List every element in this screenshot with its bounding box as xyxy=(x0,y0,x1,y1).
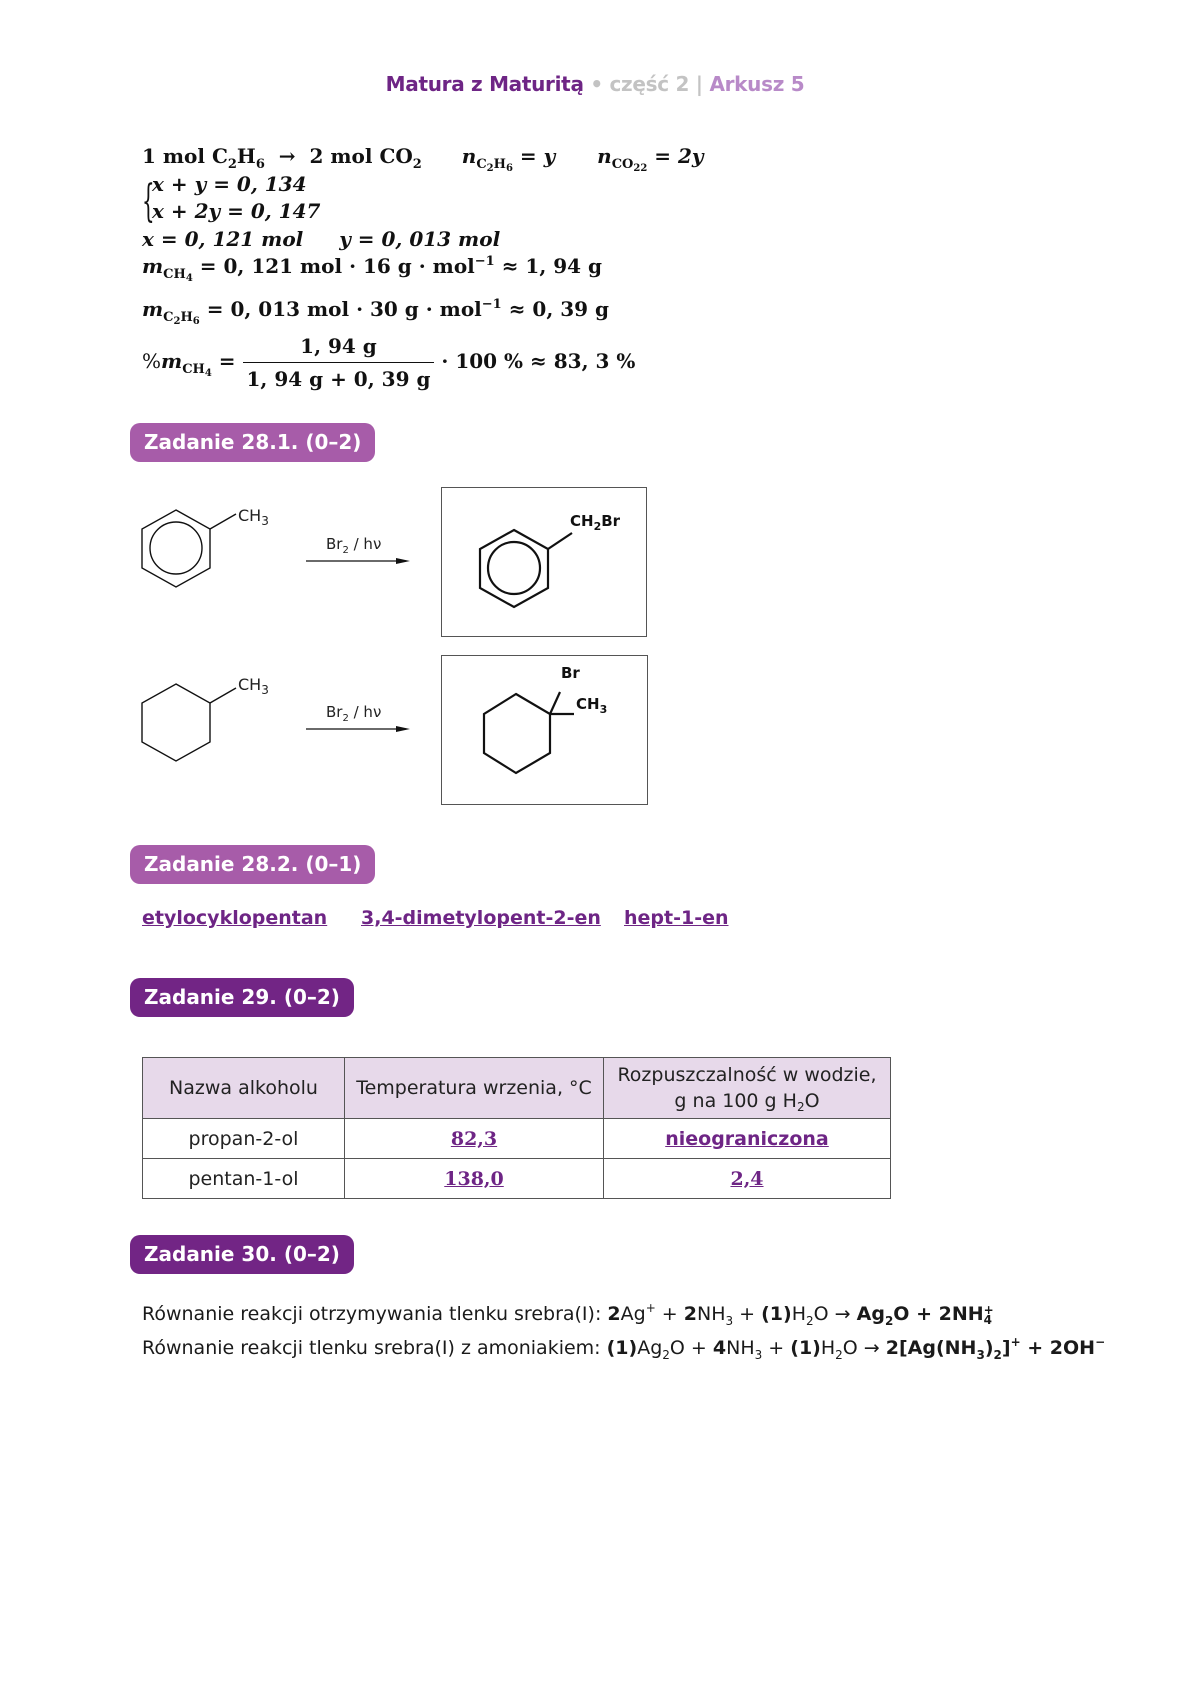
product-box-2 xyxy=(441,655,648,805)
reaction-condition xyxy=(326,703,381,724)
index: 3 xyxy=(725,1314,734,1328)
index: 2 xyxy=(884,1314,894,1328)
eq-sub: CO xyxy=(611,157,634,172)
index: 4 xyxy=(983,1313,992,1327)
product: Ag xyxy=(856,1303,885,1325)
plus: + xyxy=(733,1303,762,1325)
answer-dimetylopentene[interactable]: 3,4-dimetylopent-2-en xyxy=(361,907,601,929)
eq-text: 2 mol CO xyxy=(309,144,413,168)
eq-text: = 2y xyxy=(654,144,704,168)
index: 2 xyxy=(993,1348,1002,1362)
chem-text: Br xyxy=(601,512,621,530)
eq-text: = y xyxy=(519,144,556,168)
cyclohexane-ring xyxy=(142,684,210,761)
product: 2[Ag(NH xyxy=(885,1337,977,1359)
eq-var: m xyxy=(161,349,183,373)
header-text: g na 100 g H xyxy=(674,1090,797,1112)
product: ] xyxy=(1001,1337,1011,1359)
table-row xyxy=(143,1159,891,1199)
eq-text: % xyxy=(142,349,162,373)
eq-sub: 6 xyxy=(505,163,513,174)
species: NH xyxy=(696,1303,726,1325)
cell-solubility: 2,4 xyxy=(604,1159,891,1199)
cyclohexane-ring xyxy=(484,694,550,773)
arrow-icon: → xyxy=(857,1337,886,1359)
page-header xyxy=(0,72,1190,96)
answer-heptene[interactable]: hept-1-en xyxy=(624,907,729,929)
chem-text: CH xyxy=(570,512,594,530)
index: 3 xyxy=(754,1348,763,1362)
percent-line xyxy=(142,334,635,391)
chem-sub: 2 xyxy=(342,713,349,724)
chem-text: Br xyxy=(326,535,343,553)
index: 3 xyxy=(976,1348,985,1362)
header-part: część 2 xyxy=(609,72,690,96)
fraction-denominator: 1, 94 g + 0, 39 g xyxy=(246,367,431,391)
eq-sub: 2 xyxy=(227,157,237,172)
eq-text: y = 0, 013 mol xyxy=(339,227,501,251)
cell-boiling: 82,3 xyxy=(345,1119,604,1159)
substituent-label xyxy=(238,675,269,697)
eq-sub: 6 xyxy=(192,316,200,327)
cell-boiling: 138,0 xyxy=(345,1159,604,1199)
plus: + xyxy=(684,1337,713,1359)
eq-sub: C xyxy=(476,157,487,172)
column-header: Temperatura wrzenia, °C xyxy=(345,1058,604,1119)
header-text: O xyxy=(804,1090,820,1112)
product-box-1 xyxy=(441,487,647,637)
task-badge-28-1: Zadanie 28.1. (0–2) xyxy=(130,423,375,462)
eq-sub: C xyxy=(163,310,174,325)
eq-sub: 2 xyxy=(640,163,648,174)
task-badge-29: Zadanie 29. (0–2) xyxy=(130,978,354,1017)
charge: − xyxy=(1095,1335,1106,1349)
column-header xyxy=(604,1058,891,1119)
header-divider: | xyxy=(695,72,703,96)
substituent-label xyxy=(238,506,269,528)
header-sub: 2 xyxy=(796,1100,805,1114)
eq-sub: 2 xyxy=(412,157,422,172)
eq-text: = 0, 121 mol · 16 g · mol xyxy=(199,254,475,278)
sup-sub-stack xyxy=(984,1305,994,1325)
chem-sub: 3 xyxy=(261,514,269,529)
chem-text: / hν xyxy=(348,703,382,721)
header-sheet: Arkusz 5 xyxy=(709,72,805,96)
mass-c2h6-line xyxy=(142,297,610,327)
methyl-label xyxy=(576,695,607,716)
chem-sub: 2 xyxy=(593,520,602,533)
product-label xyxy=(570,512,620,533)
column-header: Nazwa alkoholu xyxy=(143,1058,345,1119)
cell-solubility: nieograniczona xyxy=(604,1119,891,1159)
index: 2 xyxy=(662,1348,670,1362)
eq-var: m xyxy=(142,297,164,321)
table-row xyxy=(143,1119,891,1159)
species: O xyxy=(842,1337,858,1359)
fraction xyxy=(243,334,435,391)
eq-sub: 4 xyxy=(204,368,212,379)
species: O xyxy=(813,1303,829,1325)
header-text: Rozpuszczalność w wodzie, xyxy=(617,1064,877,1086)
bond xyxy=(210,514,236,529)
species: H xyxy=(820,1337,836,1359)
coefficient: (1) xyxy=(790,1337,821,1359)
mass-ch4-line xyxy=(142,254,603,284)
table-header-row xyxy=(143,1058,891,1119)
eq-sup: −1 xyxy=(474,254,495,269)
coefficient: 4 xyxy=(712,1337,727,1359)
index: 2 xyxy=(806,1314,814,1328)
system-brace: { xyxy=(142,176,155,227)
eq-text: ≈ 0, 39 g xyxy=(508,297,610,321)
task-badge-28-2: Zadanie 28.2. (0–1) xyxy=(130,845,375,884)
eq-sub: CH xyxy=(163,267,186,282)
fraction-numerator: 1, 94 g xyxy=(243,334,435,363)
aromatic-circle xyxy=(488,542,540,594)
bromine-label: Br xyxy=(561,664,580,682)
chem-sub: 2 xyxy=(342,545,349,556)
plus: + xyxy=(762,1337,791,1359)
system-eq-2 xyxy=(152,199,320,223)
eq-sub: H xyxy=(493,157,506,172)
reaction-arrow-icon xyxy=(304,556,414,566)
cell-name: pentan-1-ol xyxy=(143,1159,345,1199)
answer-etylocyklopentan[interactable]: etylocyklopentan xyxy=(142,907,328,929)
eq-text: 1 mol C xyxy=(142,144,228,168)
reaction-arrow-icon xyxy=(304,724,414,734)
chem-text: CH xyxy=(238,506,262,525)
eq-text: = 0, 013 mol · 30 g · mol xyxy=(206,297,482,321)
eq-text: x + y = 0, 134 xyxy=(152,172,307,196)
bond xyxy=(210,688,236,703)
brand-title: Matura z Maturitą xyxy=(385,72,584,96)
eq-text: = xyxy=(218,349,236,373)
chem-text: CH xyxy=(238,675,262,694)
chem-text: / hν xyxy=(348,535,382,553)
species: O xyxy=(669,1337,685,1359)
system-eq-1 xyxy=(152,172,307,196)
coefficient: 2 xyxy=(683,1303,697,1325)
eq-sub: 2 xyxy=(173,316,181,327)
arrow-icon: → xyxy=(278,144,296,168)
eq-sub: 4 xyxy=(185,273,193,284)
chem-text: Br xyxy=(326,703,343,721)
aromatic-circle xyxy=(150,522,202,574)
solution-line xyxy=(142,227,500,251)
coefficient: (1) xyxy=(761,1303,792,1325)
reaction-condition xyxy=(326,535,381,556)
eq-text: ≈ 1, 94 g xyxy=(501,254,603,278)
benzyl-bromide-structure xyxy=(478,518,588,618)
species: Ag xyxy=(637,1337,663,1359)
alcohol-table xyxy=(142,1057,891,1199)
coefficient: 2 xyxy=(607,1303,621,1325)
product: ) xyxy=(984,1337,994,1359)
charge: + xyxy=(983,1303,994,1317)
eq-sub: 6 xyxy=(255,157,265,172)
charge: + xyxy=(1010,1335,1021,1349)
eq-sup: −1 xyxy=(481,297,502,312)
eq-text: H xyxy=(236,144,256,168)
equation-ag2o-ammonia xyxy=(142,1335,1106,1362)
chem-sub: 3 xyxy=(599,703,608,716)
index: 2 xyxy=(835,1348,843,1362)
bond xyxy=(550,692,560,714)
eq-sub: 2 xyxy=(633,163,641,174)
header-separator: • xyxy=(590,72,603,96)
cell-name: propan-2-ol xyxy=(143,1119,345,1159)
species: Ag xyxy=(620,1303,646,1325)
eq-label: Równanie reakcji otrzymywania tlenku srebra(I): xyxy=(142,1303,608,1325)
coefficient: (1) xyxy=(606,1337,638,1359)
eq-var: m xyxy=(142,254,164,278)
product: O + 2NH xyxy=(893,1303,984,1325)
eq-sub: 2 xyxy=(486,163,494,174)
bond xyxy=(548,533,572,549)
chem-sub: 3 xyxy=(261,683,269,698)
eq-var: n xyxy=(597,144,612,168)
chem-text: CH xyxy=(576,695,600,713)
eq-var: n xyxy=(461,144,477,168)
eq-text: x = 0, 121 mol xyxy=(142,227,304,251)
eq-sub: H xyxy=(180,310,193,325)
bromo-methylcyclohexane-structure xyxy=(482,676,592,786)
species: H xyxy=(791,1303,807,1325)
eq-sub: CH xyxy=(182,362,205,377)
plus: + xyxy=(655,1303,684,1325)
task-badge-30: Zadanie 30. (0–2) xyxy=(130,1235,354,1274)
equation-ag2o-formation xyxy=(142,1301,994,1328)
equation-line-1 xyxy=(142,144,704,174)
eq-text: x + 2y = 0, 147 xyxy=(152,199,321,223)
charge: + xyxy=(645,1301,656,1315)
product: + 2OH xyxy=(1020,1337,1096,1359)
eq-label: Równanie reakcji tlenku srebra(I) z amoniakiem: xyxy=(142,1337,607,1359)
species: NH xyxy=(726,1337,755,1359)
arrow-icon: → xyxy=(828,1303,857,1325)
eq-text: · 100 % ≈ 83, 3 % xyxy=(441,349,636,373)
